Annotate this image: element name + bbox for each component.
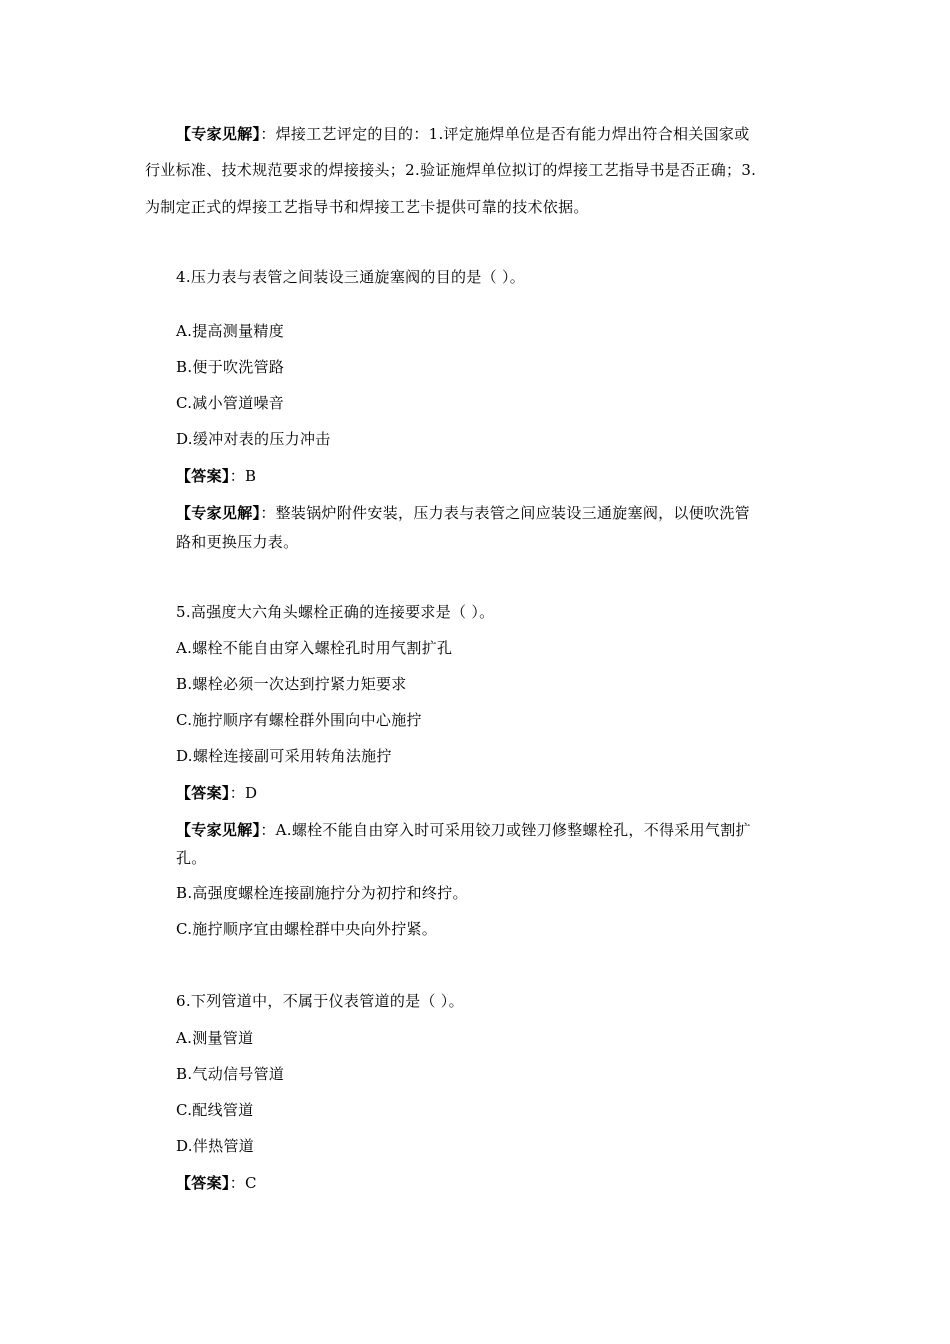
q4-option-c: C.减小管道噪音	[176, 394, 285, 412]
question-5: 5.高强度大六角头螺栓正确的连接要求是（ ）。	[176, 603, 495, 621]
q5-answer	[176, 783, 257, 803]
q6-option-b: B.气动信号管道	[176, 1065, 285, 1083]
answer-value: ：C	[229, 1174, 257, 1192]
intro-expert-line-3: 为制定正式的焊接工艺指导书和焊接工艺卡提供可靠的技术依据。	[145, 198, 589, 216]
q4-expert-text: ：整装锅炉附件安装，压力表与表管之间应装设三通旋塞阀，以便吹洗管	[260, 504, 750, 522]
intro-expert-line-1	[176, 124, 750, 144]
answer-value: ：D	[229, 784, 258, 802]
q4-option-d: D.缓冲对表的压力冲击	[176, 430, 331, 448]
question-4: 4.压力表与表管之间装设三通旋塞阀的目的是（ ）。	[176, 268, 526, 286]
answer-label: 【答案】	[176, 467, 230, 485]
intro-expert-text: ：焊接工艺评定的目的：1.评定施焊单位是否有能力焊出符合相关国家或	[260, 125, 750, 143]
intro-expert-line-2: 行业标准、技术规范要求的焊接接头；2.验证施焊单位拟订的焊接工艺指导书是否正确；3.	[145, 161, 757, 179]
q4-answer	[176, 466, 256, 486]
q6-option-a: A.测量管道	[176, 1029, 254, 1047]
expert-label: 【专家见解】	[176, 504, 261, 522]
answer-label: 【答案】	[176, 784, 230, 802]
expert-label: 【专家见解】	[176, 125, 261, 143]
question-6: 6.下列管道中，不属于仪表管道的是（ ）。	[176, 992, 464, 1010]
q6-option-c: C.配线管道	[176, 1101, 254, 1119]
answer-label: 【答案】	[176, 1174, 230, 1192]
q5-option-b: B.螺栓必须一次达到拧紧力矩要求	[176, 675, 407, 693]
q5-expert-line-3: B.高强度螺栓连接副施拧分为初拧和终拧。	[176, 884, 468, 902]
q5-expert-text: ：A.螺栓不能自由穿入时可采用铰刀或锉刀修整螺栓孔，不得采用气割扩	[260, 821, 751, 839]
q4-option-b: B.便于吹洗管路	[176, 358, 285, 376]
q4-expert-line-1	[176, 503, 750, 523]
q5-option-a: A.螺栓不能自由穿入螺栓孔时用气割扩孔	[176, 639, 453, 657]
q5-option-c: C.施拧顺序有螺栓群外围向中心施拧	[176, 711, 422, 729]
q6-answer	[176, 1173, 257, 1193]
q5-expert-line-2: 孔。	[176, 849, 207, 867]
q4-expert-line-2: 路和更换压力表。	[176, 533, 299, 551]
q5-expert-line-1	[176, 820, 751, 840]
answer-value: ：B	[229, 467, 257, 485]
q5-expert-line-4: C.施拧顺序宜由螺栓群中央向外拧紧。	[176, 920, 438, 938]
q6-option-d: D.伴热管道	[176, 1137, 255, 1155]
q5-option-d: D.螺栓连接副可采用转角法施拧	[176, 747, 392, 765]
expert-label: 【专家见解】	[176, 821, 261, 839]
q4-option-a: A.提高测量精度	[176, 322, 285, 340]
